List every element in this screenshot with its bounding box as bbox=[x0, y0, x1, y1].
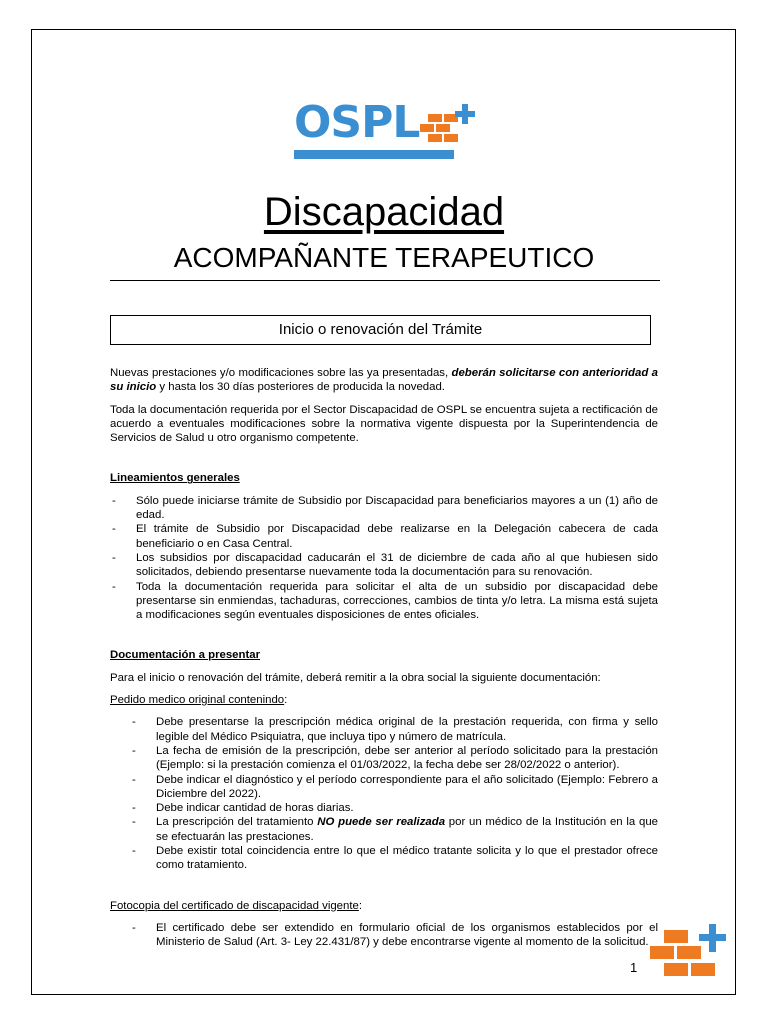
intro-text: Nuevas prestaciones y/o modificaciones sobre las ya presentadas, bbox=[110, 367, 452, 379]
list-item: - Toda la documentación requerida para solicitar el alta de un subsidio por discapacidad debe presentarse sin enmiendas, tachaduras, correcciones, cambios de tinta y/o letra. La misma está sujeta a modificaciones según eventuales disposiciones de entes oficiales. bbox=[110, 580, 658, 623]
ospl-logo bbox=[294, 97, 478, 162]
intro-emphasis: deberán solicitarse con anterioridad a su inicio bbox=[110, 367, 658, 394]
pedido-list bbox=[110, 715, 658, 872]
intro-text-end: y hasta los 30 días posteriores de producida la novedad. bbox=[156, 381, 445, 394]
document-body bbox=[110, 366, 658, 950]
list-item: - El trámite de Subsidio por Discapacidad debe realizarse en la Delegación cabecera de cada beneficiario o en Casa Central. bbox=[110, 522, 658, 551]
title-divider bbox=[110, 280, 660, 281]
logo-text: OSPL bbox=[294, 97, 420, 148]
certificado-heading bbox=[110, 899, 658, 913]
section-box-title: Inicio o renovación del Trámite bbox=[110, 315, 651, 345]
page-title: Discapacidad bbox=[263, 190, 505, 234]
brick-plus-corner-icon bbox=[648, 922, 730, 980]
list-item: - La fecha de emisión de la prescripción, debe ser anterior al período solicitado para la prestación (Ejemplo: si la prestación comienza el 01/03/2022, la fecha debe ser 28/02/2022 o anterior). bbox=[110, 744, 658, 773]
logo-underline-bar bbox=[294, 150, 454, 159]
list-item: - Sólo puede iniciarse trámite de Subsidio por Discapacidad para beneficiarios mayores a un (1) año de edad. bbox=[110, 494, 658, 523]
lineamientos-list bbox=[110, 494, 658, 623]
item-text: La prescripción del tratamiento bbox=[156, 816, 318, 829]
list-item: - Debe presentarse la prescripción médica original de la prestación requerida, con firma y sello legible del Médico Psiquiatra, que incluya tipo y número de matrícula. bbox=[110, 715, 658, 744]
brick-plus-icon bbox=[412, 104, 478, 150]
lineamientos-heading: Lineamientos generales bbox=[110, 472, 240, 485]
documentacion-intro: Para el inicio o renovación del trámite, deberá remitir a la obra social la siguiente documentación: bbox=[110, 671, 601, 684]
pedido-heading-text: Pedido medico original contenindo bbox=[110, 694, 285, 707]
page-subtitle: ACOMPAÑANTE TERAPEUTICO bbox=[173, 242, 595, 273]
item-text-end: por un médico de la Institución en la que se efectuarán las prestaciones. bbox=[156, 816, 659, 843]
certificado-heading-suffix: : bbox=[358, 899, 363, 912]
list-item bbox=[110, 815, 658, 844]
intro-paragraph-1 bbox=[110, 366, 658, 395]
item-emphasis: NO puede ser realizada bbox=[317, 816, 446, 829]
certificado-list bbox=[110, 921, 658, 950]
list-item: - Debe existir total coincidencia entre lo que el médico tratante solicita y lo que el prestador ofrece como tratamiento. bbox=[110, 844, 658, 873]
documentacion-heading: Documentación a presentar bbox=[110, 649, 261, 662]
list-item: - Debe indicar cantidad de horas diarias. bbox=[110, 801, 658, 815]
list-item: - Debe indicar el diagnóstico y el período correspondiente para el año solicitado (Ejemplo: Febrero a Diciembre del 2022). bbox=[110, 773, 658, 802]
intro-paragraph-2: Toda la documentación requerida por el Sector Discapacidad de OSPL se encuentra sujeta a rectificación de acuerdo a eventuales modificaciones sobre la normativa vigente dispuesta por la Superintendencia de Servicios de Salud u otro organismo competente. bbox=[110, 403, 658, 445]
pedido-heading-suffix: : bbox=[284, 694, 288, 707]
page-number: 1 bbox=[630, 960, 638, 975]
list-item: - El certificado debe ser extendido en formulario oficial de los organismos establecidos por el Ministerio de Salud (Art. 3- Ley 22.431/87) y debe encontrarse vigente al momento de la solicitud. bbox=[110, 921, 658, 950]
pedido-heading bbox=[110, 693, 658, 707]
certificado-heading-text: Fotocopia del certificado de discapacidad vigente bbox=[110, 899, 359, 912]
list-item: - Los subsidios por discapacidad caducarán el 31 de diciembre de cada año al que hubiesen sido solicitados, debiendo presentarse nuevamente toda la documentación para su renovación. bbox=[110, 551, 658, 580]
